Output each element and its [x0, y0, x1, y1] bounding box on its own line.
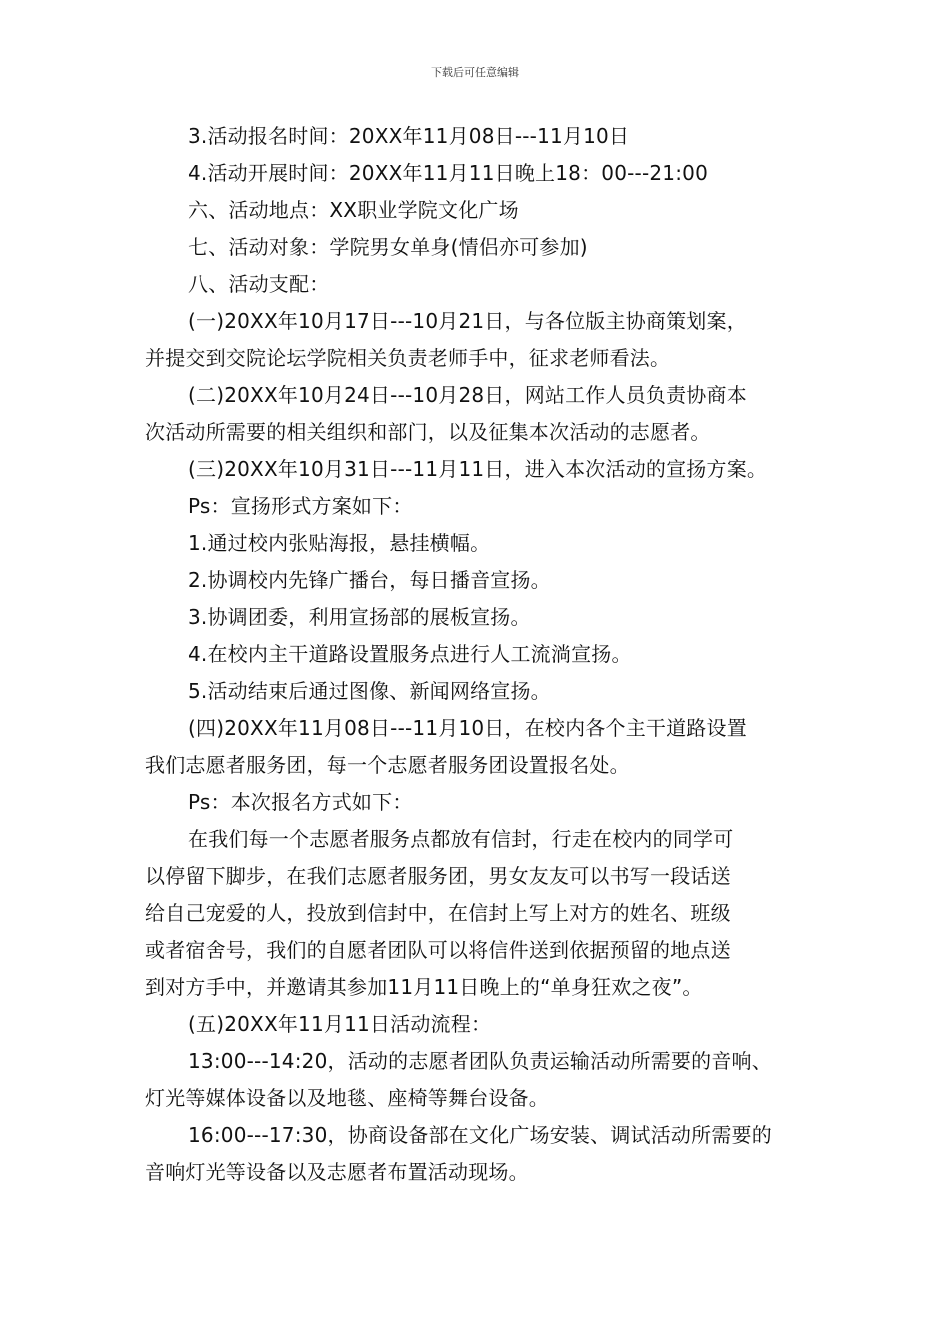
text-line: (三)20XX年10月31日---11月11日，进入本次活动的宣扬方案。	[188, 457, 768, 481]
text-line: 2.协调校内先锋广播台，每日播音宣扬。	[188, 568, 551, 592]
text-line: 1.通过校内张贴海报，悬挂横幅。	[188, 531, 491, 555]
text-line: 我们志愿者服务团，每一个志愿者服务团设置报名处。	[145, 753, 630, 777]
text-line: 八、活动支配：	[188, 272, 330, 296]
text-line: Ps：本次报名方式如下：	[188, 790, 413, 814]
text-line: 3.协调团委，利用宣扬部的展板宣扬。	[188, 605, 531, 629]
text-line: 次活动所需要的相关组织和部门，以及征集本次活动的志愿者。	[145, 420, 711, 444]
text-line: (四)20XX年11月08日---11月10日，在校内各个主干道路设置	[188, 716, 747, 740]
text-line: 在我们每一个志愿者服务点都放有信封，行走在校内的同学可	[188, 827, 734, 851]
page-header-note: 下载后可任意编辑	[431, 66, 519, 79]
text-line: 灯光等媒体设备以及地毯、座椅等舞台设备。	[145, 1086, 549, 1110]
text-line: (一)20XX年10月17日---10月21日，与各位版主协商策划案，	[188, 309, 747, 333]
text-line: 七、活动对象：学院男女单身(情侣亦可参加)	[188, 235, 588, 259]
text-line: 音响灯光等设备以及志愿者布置活动现场。	[145, 1160, 529, 1184]
document-body	[145, 118, 810, 1191]
text-line: (二)20XX年10月24日---10月28日，网站工作人员负责协商本	[188, 383, 747, 407]
text-line: 或者宿舍号，我们的自愿者团队可以将信件送到依据预留的地点送	[145, 938, 731, 962]
text-line: 给自己宠爱的人，投放到信封中，在信封上写上对方的姓名、班级	[145, 901, 731, 925]
text-line: (五)20XX年11月11日活动流程：	[188, 1012, 492, 1036]
text-line: 并提交到交院论坛学院相关负责老师手中，征求老师看法。	[145, 346, 671, 370]
text-line: 4.在校内主干道路设置服务点进行人工流淌宣扬。	[188, 642, 632, 666]
text-line: Ps：宣扬形式方案如下：	[188, 494, 413, 518]
text-line: 以停留下脚步，在我们志愿者服务团，男女友友可以书写一段话送	[145, 864, 731, 888]
text-line: 13:00---14:20，活动的志愿者团队负责运输活动所需要的音响、	[188, 1049, 772, 1073]
text-line: 16:00---17:30，协商设备部在文化广场安装、调试活动所需要的	[188, 1123, 772, 1147]
text-line: 六、活动地点：XX职业学院文化广场	[188, 198, 519, 222]
text-line: 到对方手中，并邀请其参加11月11日晚上的“单身狂欢之夜”。	[145, 975, 703, 999]
text-line: 4.活动开展时间：20XX年11月11日晚上18：00---21:00	[188, 161, 709, 185]
text-line: 3.活动报名时间：20XX年11月08日---11月10日	[188, 124, 630, 148]
text-line: 5.活动结束后通过图像、新闻网络宣扬。	[188, 679, 551, 703]
